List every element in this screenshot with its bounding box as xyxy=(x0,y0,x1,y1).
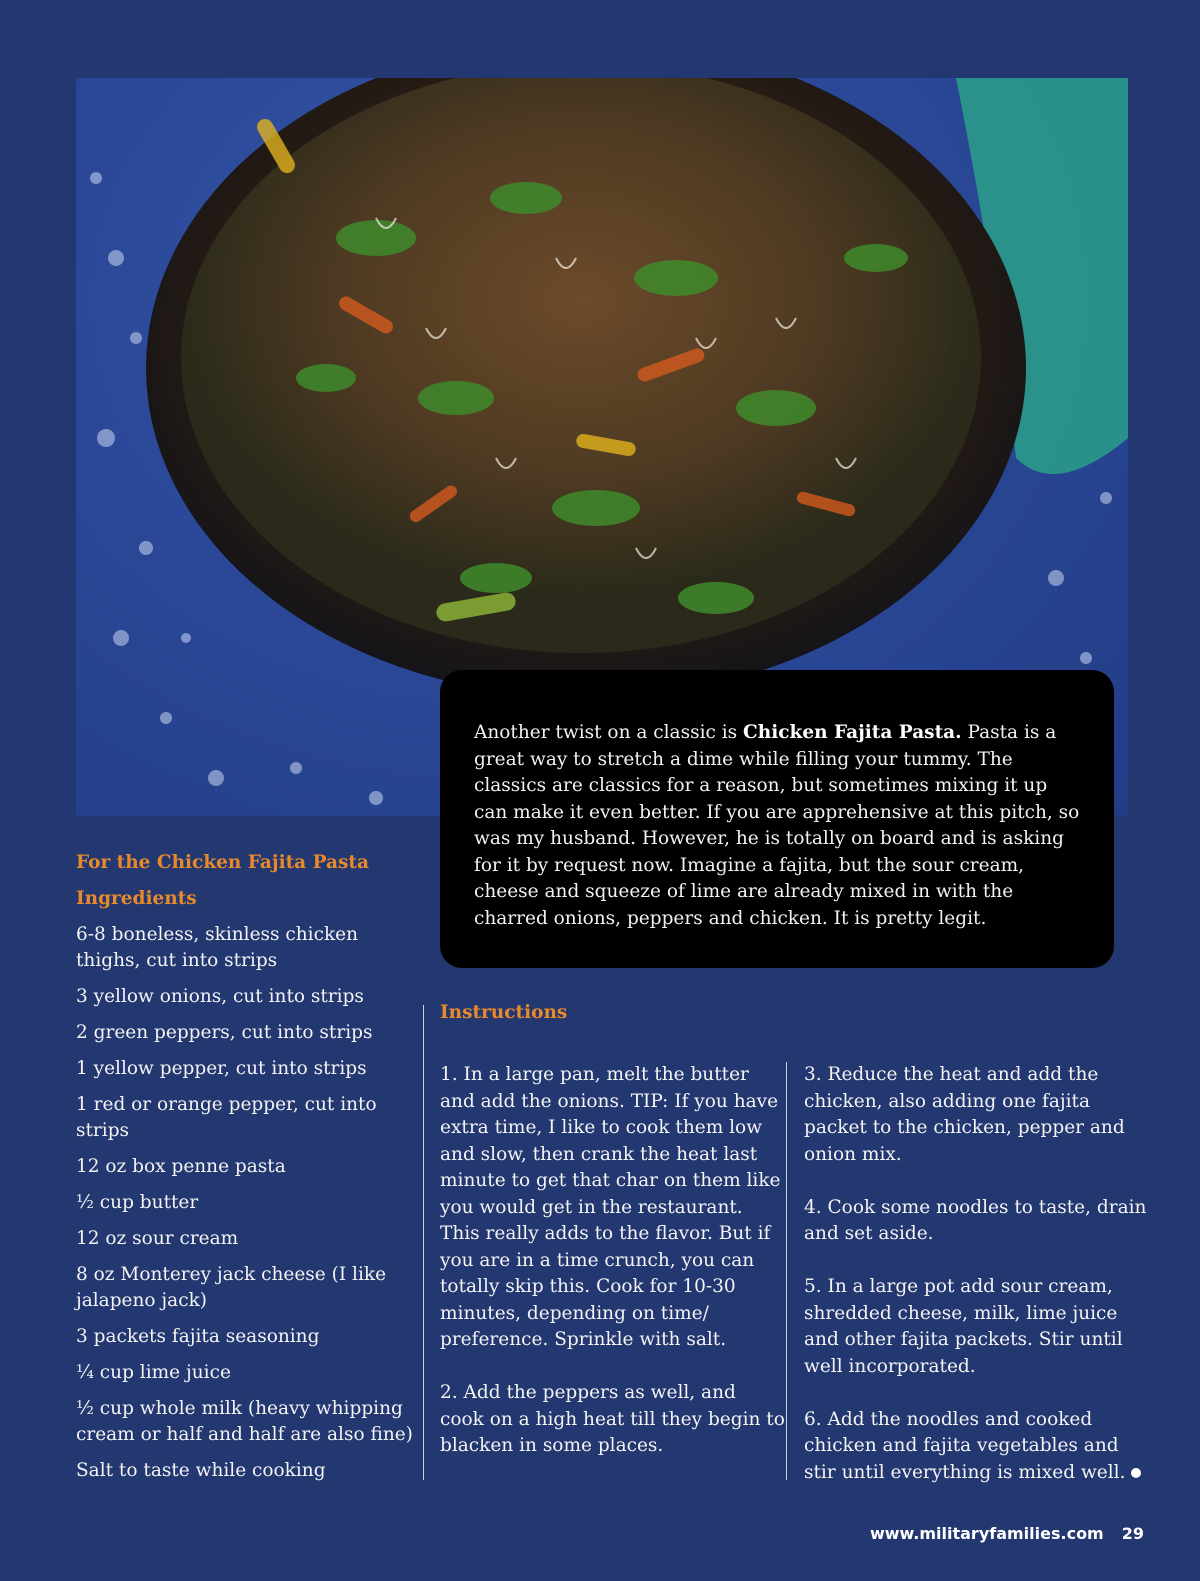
instructions-column-right xyxy=(804,1062,1149,1513)
instruction-step-last xyxy=(804,1407,1149,1487)
ingredients-heading: Ingredients xyxy=(76,888,197,909)
instruction-step: 6. Add the noodles and cooked chicken and fajita vegetables and stir until everything is mixed well. xyxy=(804,1408,1126,1483)
intro-lead: Another twist on a classic is xyxy=(474,722,744,743)
instruction-step: 2. Add the peppers as well, and cook on a high heat till they begin to blacken in some places. xyxy=(440,1382,785,1456)
instruction-step: 3. Reduce the heat and add the chicken, also adding one fajita packet to the chicken, pepper and onion mix. xyxy=(804,1064,1125,1165)
ingredient-item: 12 oz box penne pasta xyxy=(76,1156,286,1177)
page-number: 29 xyxy=(1121,1524,1144,1543)
page-footer xyxy=(870,1524,1144,1543)
column-divider xyxy=(786,1062,787,1480)
column-divider xyxy=(423,1005,424,1480)
ingredient-item: 6-8 boneless, skinless chicken thighs, cut into strips xyxy=(76,924,359,971)
ingredient-item: 1 yellow pepper, cut into strips xyxy=(76,1058,367,1079)
ingredient-item: Salt to taste while cooking xyxy=(76,1460,326,1481)
ingredient-item: 12 oz sour cream xyxy=(76,1228,239,1249)
instructions-heading: Instructions xyxy=(440,1002,568,1023)
ingredient-item: 3 yellow onions, cut into strips xyxy=(76,986,364,1007)
instructions-column-left xyxy=(440,1062,785,1486)
ingredient-item: 3 packets fajita seasoning xyxy=(76,1326,320,1347)
intro-body: Pasta is a great way to stretch a dime while filling your tummy. The classics are classics for a reason, but sometimes mixing it up can make it even better. If you are apprehensive at this pitch, so was my husband. However, he is totally on board and is asking for it by request now. Imagine a fajita, but the sour cream, cheese and squeeze of lime are already mixed in with the charred onions, peppers and chicken. It is pretty legit. xyxy=(474,722,1080,929)
ingredients-list xyxy=(76,922,416,1494)
recipe-title: For the Chicken Fajita Pasta xyxy=(76,852,369,873)
ingredient-item: 8 oz Monterey jack cheese (I like jalapeno jack) xyxy=(76,1264,387,1311)
instruction-step: 1. In a large pan, melt the butter and add the onions. TIP: If you have extra time, I like to cook them low and slow, then crank the heat last minute to get that char on them like you would get in the restaurant. This really adds to the flavor. But if you are in a time crunch, you can totally skip this. Cook for 10-30 minutes, depending on time/ preference. Sprinkle with salt. xyxy=(440,1064,781,1350)
footer-url: www.militaryfamilies.com xyxy=(869,1524,1104,1543)
intro-box xyxy=(440,670,1114,968)
ingredient-item: ¼ cup lime juice xyxy=(76,1362,231,1383)
instruction-step: 4. Cook some noodles to taste, drain and set aside. xyxy=(804,1196,1147,1244)
ingredient-item: ½ cup whole milk (heavy whipping cream or half and half are also fine) xyxy=(76,1398,413,1445)
ingredient-item: 2 green peppers, cut into strips xyxy=(76,1022,373,1043)
ingredient-item: 1 red or orange pepper, cut into strips xyxy=(76,1094,377,1141)
ingredient-item: ½ cup butter xyxy=(76,1192,199,1213)
intro-recipe-name: Chicken Fajita Pasta. xyxy=(743,722,962,743)
intro-text xyxy=(474,720,1084,932)
end-mark-icon xyxy=(1131,1468,1141,1478)
instruction-step: 5. In a large pot add sour cream, shredded cheese, milk, lime juice and other fajita packets. Stir until well incorporated. xyxy=(804,1276,1123,1377)
